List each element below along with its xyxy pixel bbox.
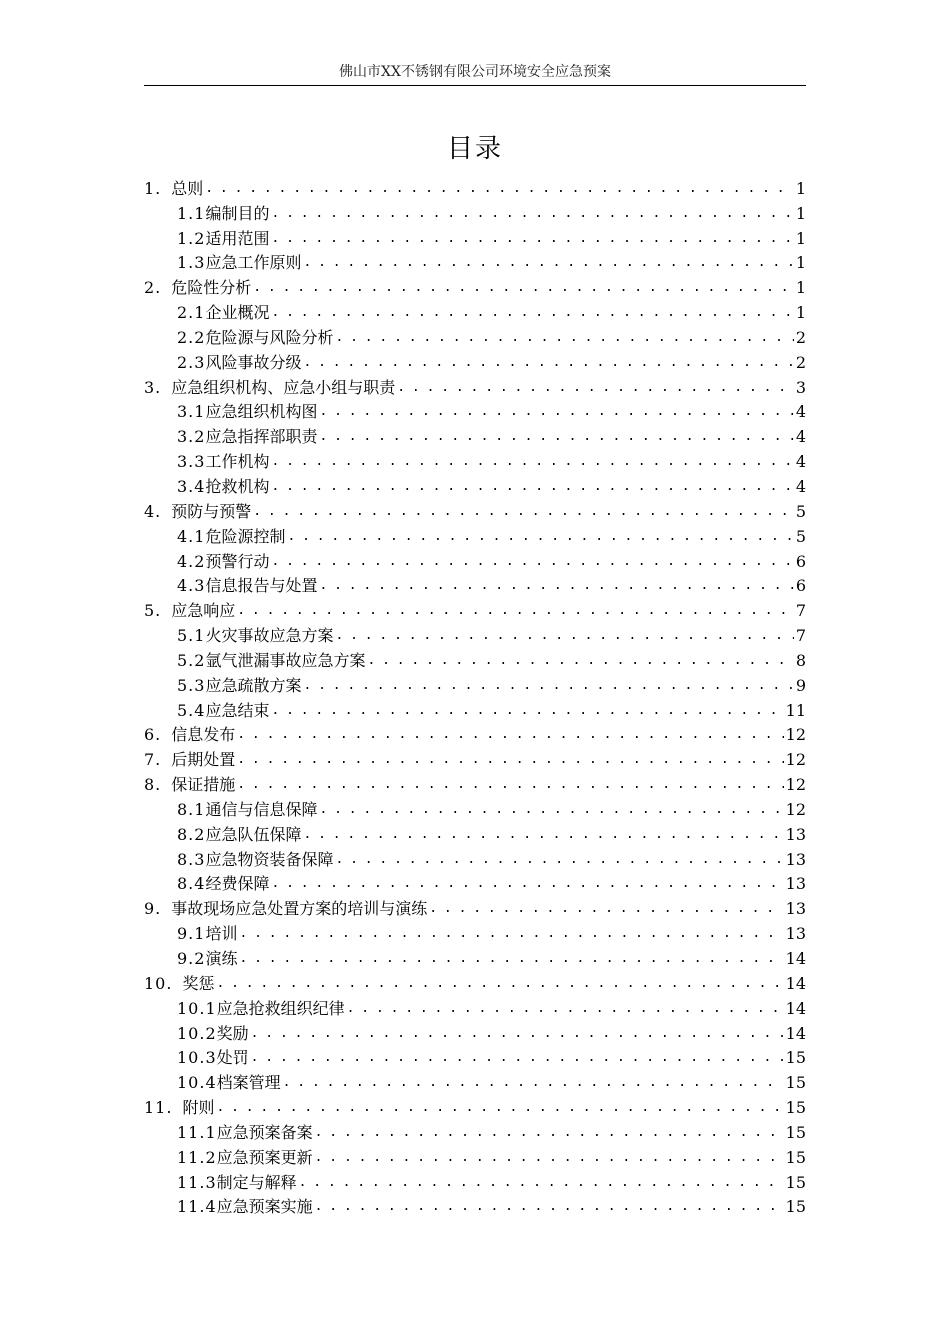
toc-entry[interactable] — [144, 770, 806, 795]
toc-entry[interactable] — [144, 795, 806, 820]
toc-entry[interactable] — [144, 919, 806, 944]
toc-entry-title: 风险事故分级 — [205, 352, 302, 372]
toc-entry-page: 2 — [795, 352, 806, 372]
toc-entry[interactable] — [144, 572, 806, 597]
toc-entry-number: 1.3 — [177, 253, 206, 273]
toc-entry-number: 10.3 — [177, 1048, 217, 1068]
toc-entry-title: 企业概况 — [205, 303, 270, 323]
toc-entry-title: 附则 — [182, 1098, 215, 1118]
toc-entry-page: 12 — [785, 725, 806, 745]
toc-entry[interactable] — [144, 249, 806, 274]
toc-entry-page: 2 — [795, 327, 806, 347]
toc-entry-number: 9.1 — [177, 924, 206, 944]
toc-entry-title: 培训 — [205, 924, 238, 944]
toc-entry-number: 6. — [144, 725, 162, 745]
toc-entry-number: 11.1 — [177, 1122, 217, 1142]
toc-entry-title: 预警行动 — [205, 551, 270, 571]
toc-entry-page: 15 — [785, 1197, 806, 1217]
toc-entry-page: 12 — [785, 799, 806, 819]
toc-entry-page: 14 — [785, 973, 806, 993]
toc-dot-leader — [303, 253, 793, 273]
toc-entry-number: 11.2 — [177, 1147, 217, 1167]
toc-dot-leader — [239, 924, 783, 944]
toc-entry-title: 信息报告与处置 — [205, 576, 318, 596]
toc-entry-page: 14 — [785, 1023, 806, 1043]
toc-dot-leader — [271, 477, 793, 497]
toc-entry-page: 6 — [795, 576, 806, 596]
toc-dot-leader — [315, 1197, 784, 1217]
toc-entry-number: 3.3 — [177, 452, 206, 472]
toc-entry-number: 5. — [144, 601, 162, 621]
toc-entry-title: 火灾事故应急方案 — [205, 626, 334, 646]
toc-entry-number: 1. — [144, 178, 162, 198]
toc-entry-number: 9. — [144, 899, 162, 919]
toc-entry[interactable] — [144, 547, 806, 572]
toc-entry-number: 8. — [144, 775, 162, 795]
toc-entry-number: 3.1 — [177, 402, 206, 422]
toc-entry[interactable] — [144, 348, 806, 373]
toc-entry-title: 预防与预警 — [171, 501, 252, 521]
toc-entry[interactable] — [144, 1118, 806, 1143]
toc-entry[interactable] — [144, 199, 806, 224]
table-of-contents — [144, 174, 806, 1217]
toc-entry-page: 15 — [785, 1147, 806, 1167]
toc-entry-title: 应急工作原则 — [205, 253, 302, 273]
toc-dot-leader — [271, 874, 783, 894]
toc-entry-title: 保证措施 — [171, 775, 236, 795]
toc-entry-title: 经费保障 — [205, 874, 270, 894]
toc-dot-leader — [303, 676, 793, 696]
toc-entry[interactable] — [144, 1044, 806, 1069]
toc-entry-page: 1 — [795, 178, 806, 198]
toc-dot-leader — [216, 974, 783, 994]
toc-entry-page: 13 — [785, 924, 806, 944]
toc-entry-page: 15 — [785, 1048, 806, 1068]
toc-entry[interactable] — [144, 646, 806, 671]
toc-entry[interactable] — [144, 174, 806, 199]
toc-entry-number: 2.3 — [177, 352, 206, 372]
toc-dot-leader — [367, 651, 793, 671]
toc-dot-leader — [205, 179, 794, 199]
toc-entry-page: 5 — [795, 501, 806, 521]
toc-entry[interactable] — [144, 894, 806, 919]
toc-entry-number: 8.1 — [177, 799, 206, 819]
toc-entry-page: 8 — [795, 650, 806, 670]
toc-entry-page: 1 — [795, 278, 806, 298]
toc-entry-title: 应急疏散方案 — [205, 675, 302, 695]
toc-dot-leader — [271, 452, 793, 472]
toc-entry[interactable] — [144, 944, 806, 969]
toc-entry[interactable] — [144, 994, 806, 1019]
toc-dot-leader — [237, 750, 783, 770]
toc-entry-number: 10. — [144, 973, 173, 993]
toc-dot-leader — [251, 1048, 784, 1068]
toc-entry-title: 通信与信息保障 — [205, 799, 318, 819]
toc-entry[interactable] — [144, 224, 806, 249]
toc-dot-leader — [303, 825, 783, 845]
toc-dot-leader — [335, 328, 793, 348]
toc-dot-leader — [319, 402, 793, 422]
toc-dot-leader — [271, 204, 793, 224]
toc-dot-leader — [319, 427, 793, 447]
toc-entry-title: 应急预案实施 — [216, 1197, 313, 1217]
toc-entry-page: 4 — [795, 452, 806, 472]
toc-entry[interactable] — [144, 845, 806, 870]
toc-entry-number: 11.4 — [177, 1197, 217, 1217]
toc-entry-number: 10.4 — [177, 1073, 217, 1093]
toc-entry-title: 应急抢救组织纪律 — [216, 998, 345, 1018]
toc-dot-leader — [239, 949, 783, 969]
toc-dot-leader — [315, 1123, 784, 1143]
toc-entry-title: 奖励 — [216, 1023, 249, 1043]
toc-dot-leader — [335, 850, 783, 870]
toc-entry[interactable] — [144, 969, 806, 994]
toc-entry-page: 13 — [785, 824, 806, 844]
toc-entry-title: 制定与解释 — [216, 1172, 297, 1192]
toc-entry[interactable] — [144, 298, 806, 323]
toc-dot-leader — [253, 278, 794, 298]
toc-entry-title: 危险性分析 — [171, 278, 252, 298]
toc-entry[interactable] — [144, 447, 806, 472]
toc-dot-leader — [237, 775, 783, 795]
toc-entry-page: 1 — [795, 203, 806, 223]
toc-dot-leader — [397, 378, 794, 398]
toc-entry-number: 3. — [144, 377, 162, 397]
toc-entry-number: 11.3 — [177, 1172, 217, 1192]
toc-entry-title: 编制目的 — [205, 203, 270, 223]
toc-entry[interactable] — [144, 870, 806, 895]
toc-entry-page: 13 — [785, 874, 806, 894]
toc-entry-page: 14 — [785, 949, 806, 968]
toc-entry-number: 2.1 — [177, 303, 206, 323]
toc-entry-number: 1.2 — [177, 228, 206, 248]
toc-dot-leader — [335, 626, 793, 646]
toc-dot-leader — [303, 353, 793, 373]
toc-dot-leader — [287, 527, 793, 547]
toc-entry-page: 12 — [785, 775, 806, 795]
toc-entry-number: 10.1 — [177, 998, 217, 1018]
toc-dot-leader — [429, 899, 783, 919]
toc-entry-number: 11. — [144, 1098, 173, 1118]
toc-entry-number: 2.2 — [177, 327, 206, 347]
toc-entry-page: 3 — [795, 377, 806, 397]
toc-entry[interactable] — [144, 398, 806, 423]
toc-entry-page: 15 — [785, 1172, 806, 1192]
toc-entry[interactable] — [144, 1068, 806, 1093]
toc-entry-page: 1 — [795, 303, 806, 323]
toc-entry[interactable] — [144, 820, 806, 845]
toc-entry[interactable] — [144, 696, 806, 721]
toc-entry-number: 3.4 — [177, 476, 206, 496]
header-rule — [144, 85, 806, 86]
toc-entry-page: 4 — [795, 476, 806, 496]
toc-entry-page: 11 — [785, 700, 806, 720]
toc-entry[interactable] — [144, 472, 806, 497]
toc-entry-page: 15 — [785, 1122, 806, 1142]
toc-entry-title: 演练 — [205, 949, 238, 968]
toc-entry[interactable] — [144, 273, 806, 298]
toc-entry-title: 应急组织机构、应急小组与职责 — [171, 377, 396, 397]
toc-entry-title: 危险源与风险分析 — [205, 327, 334, 347]
toc-entry-title: 应急物资装备保障 — [205, 849, 334, 869]
toc-dot-leader — [319, 800, 783, 820]
toc-entry-title: 应急预案更新 — [216, 1147, 313, 1167]
toc-entry-title: 应急响应 — [171, 601, 236, 621]
toc-dot-leader — [299, 1173, 784, 1193]
toc-title: 目录 — [446, 134, 503, 164]
toc-entry-title: 应急组织机构图 — [205, 402, 318, 422]
toc-entry[interactable] — [144, 621, 806, 646]
toc-entry-title: 信息发布 — [171, 725, 236, 745]
toc-dot-leader — [251, 1024, 784, 1044]
toc-entry-page: 9 — [795, 675, 806, 695]
toc-entry-number: 9.2 — [177, 949, 206, 968]
toc-entry-title: 适用范围 — [205, 228, 270, 248]
toc-entry-page: 1 — [795, 253, 806, 273]
toc-entry-number: 1.1 — [177, 203, 206, 223]
toc-dot-leader — [315, 1148, 784, 1168]
toc-entry-page: 5 — [795, 526, 806, 546]
toc-dot-leader — [271, 552, 793, 572]
toc-entry-page: 6 — [795, 551, 806, 571]
toc-entry-number: 2. — [144, 278, 162, 298]
toc-entry[interactable] — [144, 373, 806, 398]
toc-entry[interactable] — [144, 721, 806, 746]
toc-entry[interactable] — [144, 596, 806, 621]
toc-dot-leader — [347, 999, 784, 1019]
toc-dot-leader — [271, 229, 793, 249]
toc-entry-title: 处罚 — [216, 1048, 249, 1068]
toc-entry-page: 1 — [795, 228, 806, 248]
toc-entry-page: 14 — [785, 998, 806, 1018]
toc-entry[interactable] — [144, 522, 806, 547]
toc-entry-number: 8.2 — [177, 824, 206, 844]
toc-entry-number: 5.3 — [177, 675, 206, 695]
toc-entry[interactable] — [144, 671, 806, 696]
toc-dot-leader — [216, 1098, 783, 1118]
toc-dot-leader — [271, 303, 793, 323]
toc-entry-title: 应急队伍保障 — [205, 824, 302, 844]
toc-entry-title: 危险源控制 — [205, 526, 286, 546]
toc-entry[interactable] — [144, 1143, 806, 1168]
toc-entry[interactable] — [144, 1168, 806, 1193]
toc-entry-page: 15 — [785, 1098, 806, 1118]
page-header: 佛山市XX不锈钢有限公司环境安全应急预案 — [339, 64, 611, 80]
toc-entry-page: 15 — [785, 1073, 806, 1093]
toc-entry-title: 应急预案备案 — [216, 1122, 313, 1142]
toc-entry-title: 档案管理 — [216, 1073, 281, 1093]
toc-entry[interactable] — [144, 1093, 806, 1118]
toc-entry-page: 13 — [785, 849, 806, 869]
toc-entry[interactable] — [144, 422, 806, 447]
toc-dot-leader — [271, 701, 783, 721]
toc-entry-title: 总则 — [171, 178, 204, 198]
toc-entry-number: 8.4 — [177, 874, 206, 894]
toc-entry-title: 奖惩 — [182, 973, 215, 993]
toc-entry-number: 4. — [144, 501, 162, 521]
toc-entry-number: 5.1 — [177, 626, 206, 646]
toc-entry-number: 7. — [144, 750, 162, 770]
toc-entry-title: 抢救机构 — [205, 476, 270, 496]
toc-entry[interactable] — [144, 745, 806, 770]
toc-entry-page: 12 — [785, 750, 806, 770]
toc-dot-leader — [319, 576, 793, 596]
toc-entry-page: 7 — [795, 626, 806, 646]
toc-entry-page: 4 — [795, 402, 806, 422]
toc-entry[interactable] — [144, 323, 806, 348]
toc-entry[interactable] — [144, 497, 806, 522]
toc-entry-title: 应急指挥部职责 — [205, 427, 318, 447]
toc-entry-page: 7 — [795, 601, 806, 621]
toc-entry-page: 4 — [795, 427, 806, 447]
toc-dot-leader — [237, 601, 794, 621]
toc-entry-title: 应急结束 — [205, 700, 270, 720]
toc-entry-page: 13 — [785, 899, 806, 919]
toc-entry-number: 5.4 — [177, 700, 206, 720]
toc-entry[interactable] — [144, 1019, 806, 1044]
toc-dot-leader — [237, 725, 783, 745]
toc-dot-leader — [283, 1073, 784, 1093]
toc-entry-number: 4.1 — [177, 526, 206, 546]
toc-entry-title: 后期处置 — [171, 750, 236, 770]
toc-entry-title: 氩气泄漏事故应急方案 — [205, 650, 366, 670]
toc-entry-title: 工作机构 — [205, 452, 270, 472]
toc-dot-leader — [253, 502, 794, 522]
toc-entry[interactable] — [144, 1193, 806, 1218]
toc-entry-number: 5.2 — [177, 650, 206, 670]
toc-entry-number: 3.2 — [177, 427, 206, 447]
toc-entry-number: 4.2 — [177, 551, 206, 571]
toc-entry-title: 事故现场应急处置方案的培训与演练 — [171, 899, 428, 919]
toc-entry-number: 4.3 — [177, 576, 206, 596]
toc-entry-number: 8.3 — [177, 849, 206, 869]
toc-entry-number: 10.2 — [177, 1023, 217, 1043]
